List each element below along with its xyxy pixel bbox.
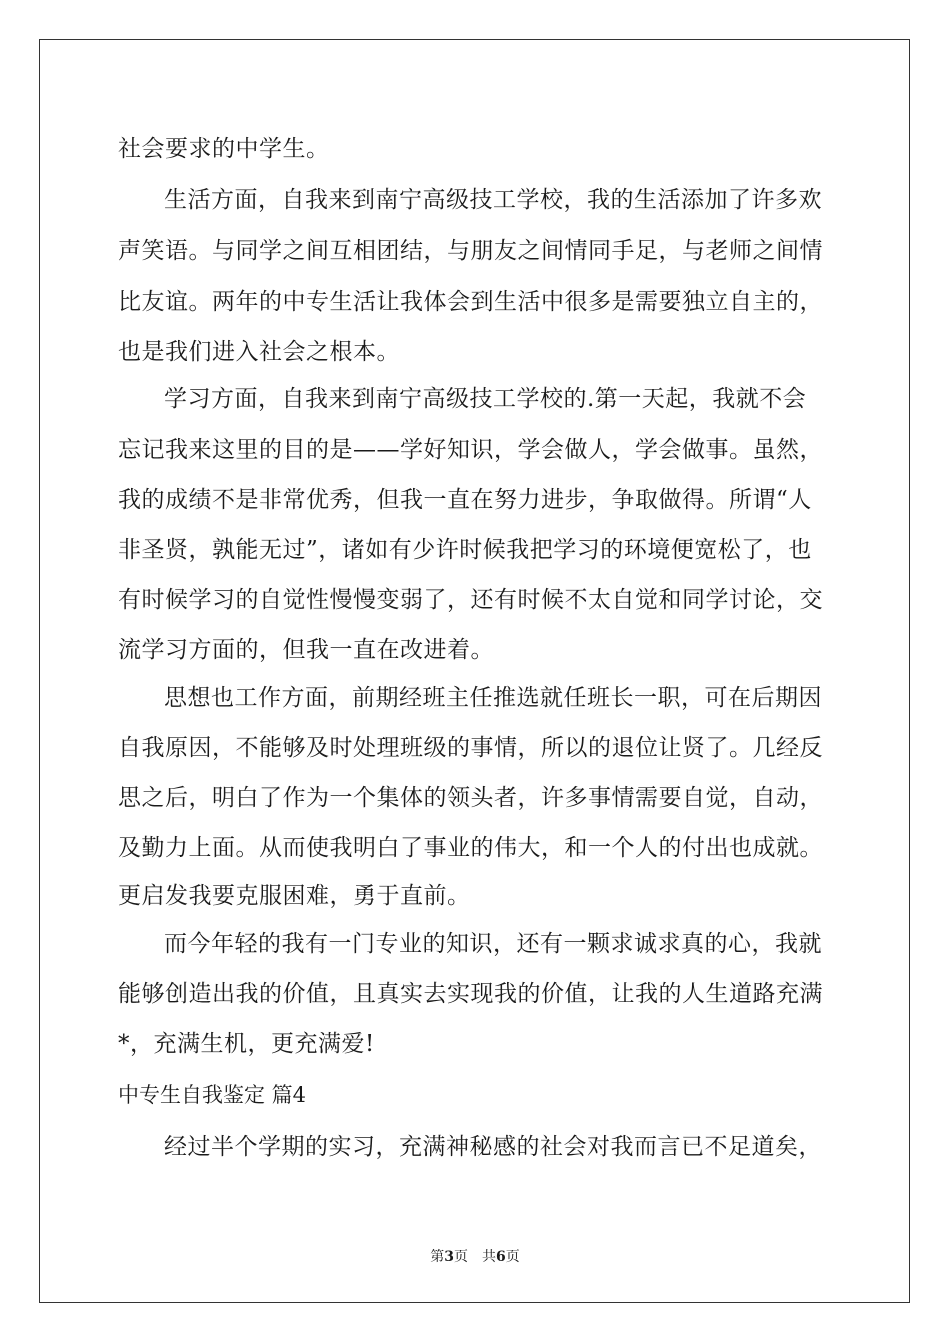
text-line: 声笑语。与同学之间互相团结，与朋友之间情同手足，与老师之间情 bbox=[118, 238, 823, 264]
text-line: 有时候学习的自觉性慢慢变弱了，还有时候不太自觉和同学讨论，交 bbox=[118, 587, 823, 613]
text-line: 更启发我要克服困难，勇于直前。 bbox=[118, 883, 471, 909]
section-heading: 中专生自我鉴定 篇4 bbox=[118, 1083, 307, 1107]
text-line: 经过半个学期的实习，充满神秘感的社会对我而言已不足道矣， bbox=[164, 1134, 822, 1160]
text-line: 生活方面，自我来到南宁高级技工学校，我的生活添加了许多欢 bbox=[164, 187, 822, 213]
text-line: 我的成绩不是非常优秀，但我一直在努力进步，争取做得。所谓“人 bbox=[118, 487, 812, 513]
page-mid: 页 共 bbox=[454, 1249, 496, 1265]
text-line: 学习方面，自我来到南宁高级技工学校的.第一天起，我就不会 bbox=[164, 386, 807, 412]
page-footer bbox=[0, 1248, 950, 1266]
text-line: 思之后，明白了作为一个集体的领头者，许多事情需要自觉，自动， bbox=[118, 785, 823, 811]
text-line: 流学习方面的，但我一直在改进着。 bbox=[118, 637, 494, 663]
page-frame bbox=[39, 39, 910, 1303]
text-line: 也是我们进入社会之根本。 bbox=[118, 339, 400, 365]
text-line: 而今年轻的我有一门专业的知识，还有一颗求诚求真的心，我就 bbox=[164, 931, 822, 957]
text-line: 忘记我来这里的目的是——学好知识，学会做人，学会做事。虽然， bbox=[118, 437, 823, 463]
text-line: 社会要求的中学生。 bbox=[118, 136, 330, 162]
text-line: 非圣贤，孰能无过”，诸如有少许时候我把学习的环境便宽松了，也 bbox=[118, 537, 812, 563]
text-line: 及勤力上面。从而使我明白了事业的伟大，和一个人的付出也成就。 bbox=[118, 835, 823, 861]
text-line: 思想也工作方面，前期经班主任推选就任班长一职，可在后期因 bbox=[164, 685, 822, 711]
page-current: 3 bbox=[444, 1249, 454, 1265]
text-line: 能够创造出我的价值，且真实去实现我的价值，让我的人生道路充满 bbox=[118, 981, 823, 1007]
page-prefix: 第 bbox=[430, 1249, 445, 1265]
text-line: *，充满生机，更充满爱! bbox=[118, 1031, 375, 1057]
page-total: 6 bbox=[496, 1249, 506, 1265]
text-line: 自我原因，不能够及时处理班级的事情，所以的退位让贤了。几经反 bbox=[118, 735, 823, 761]
text-line: 比友谊。两年的中专生活让我体会到生活中很多是需要独立自主的， bbox=[118, 289, 823, 315]
page-suffix: 页 bbox=[505, 1249, 520, 1265]
